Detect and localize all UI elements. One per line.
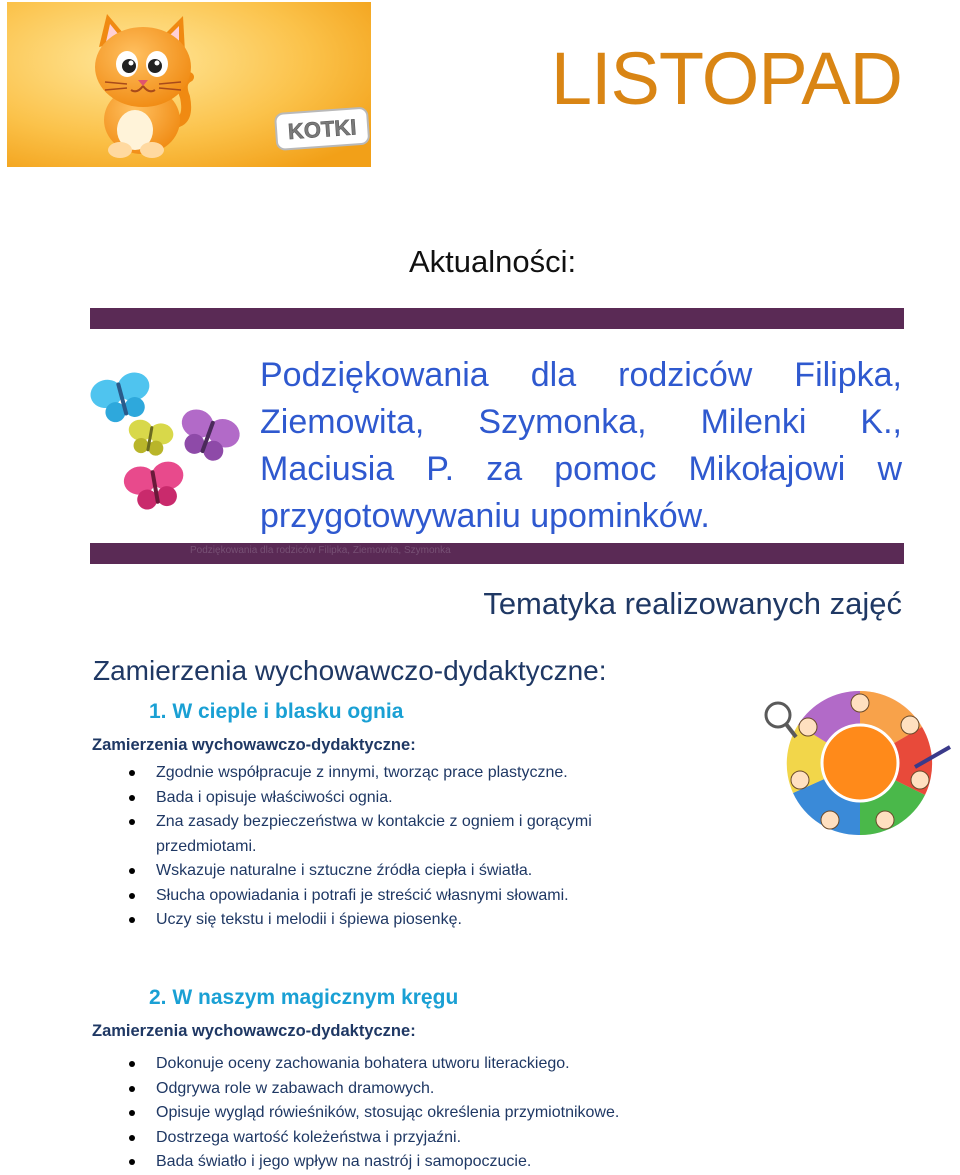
butterfly-icon — [90, 369, 157, 427]
section-title: 1. W cieple i blasku ognia — [149, 700, 404, 723]
list-item: Słucha opowiadania i potrafi je streścić własnymi słowami. — [118, 884, 678, 909]
list-item: Zna zasady bezpieczeństwa w kontakcie z ogniem i gorącymi przedmiotami. — [118, 810, 678, 859]
thanks-text: Podziękowania dla rodziców Filipka, Ziemowita, Szymonka, Milenki K., Maciusia P. za pomoc Mikołajowi w przygotowywaniu upominków. — [260, 356, 902, 535]
butterfly-icon — [172, 405, 243, 467]
butterflies-image — [90, 368, 250, 528]
list-item: Opisuje wygląd rówieśników, stosując określenia przymiotnikowe. — [118, 1101, 738, 1126]
list-item: Bada światło i jego wpływ na nastrój i samopoczucie. — [118, 1150, 738, 1175]
list-item: Wskazuje naturalne i sztuczne źródła ciepła i światła. — [118, 859, 678, 884]
bar-caption: Podziękowania dla rodziców Filipka, Ziemowita, Szymonka — [190, 545, 451, 556]
section-subtitle: Zamierzenia wychowawczo-dydaktyczne: — [92, 736, 416, 754]
list-item: Odgrywa role w zabawach dramowych. — [118, 1077, 738, 1102]
butterfly-icon — [125, 418, 175, 458]
program-heading: Tematyka realizowanych zajęć — [483, 586, 902, 621]
section-subtitle: Zamierzenia wychowawczo-dydaktyczne: — [92, 1022, 416, 1040]
goals-heading: Zamierzenia wychowawczo-dydaktyczne: — [93, 655, 607, 686]
svg-text:KOTKI: KOTKI — [287, 114, 358, 145]
list-item: Zgodnie współpracuje z innymi, tworząc prace plastyczne. — [118, 761, 678, 786]
goals-list — [118, 761, 678, 933]
list-item: Bada i opisuje właściwości ognia. — [118, 786, 678, 811]
page-title: LISTOPAD — [550, 37, 902, 120]
section-title: 2. W naszym magicznym kręgu — [149, 986, 459, 1009]
butterfly-icon — [122, 459, 189, 513]
list-item: Uczy się tekstu i melodii i śpiewa piosenkę. — [118, 908, 678, 933]
divider-bar-top — [90, 308, 904, 329]
children-circle-image — [760, 685, 955, 840]
list-item: Dokonuje oceny zachowania bohatera utworu literackiego. — [118, 1052, 738, 1077]
kotki-logo — [7, 2, 371, 167]
goals-list — [118, 1052, 738, 1175]
news-heading: Aktualności: — [409, 244, 577, 279]
list-item: Dostrzega wartość koleżeństwa i przyjaźni. — [118, 1126, 738, 1151]
